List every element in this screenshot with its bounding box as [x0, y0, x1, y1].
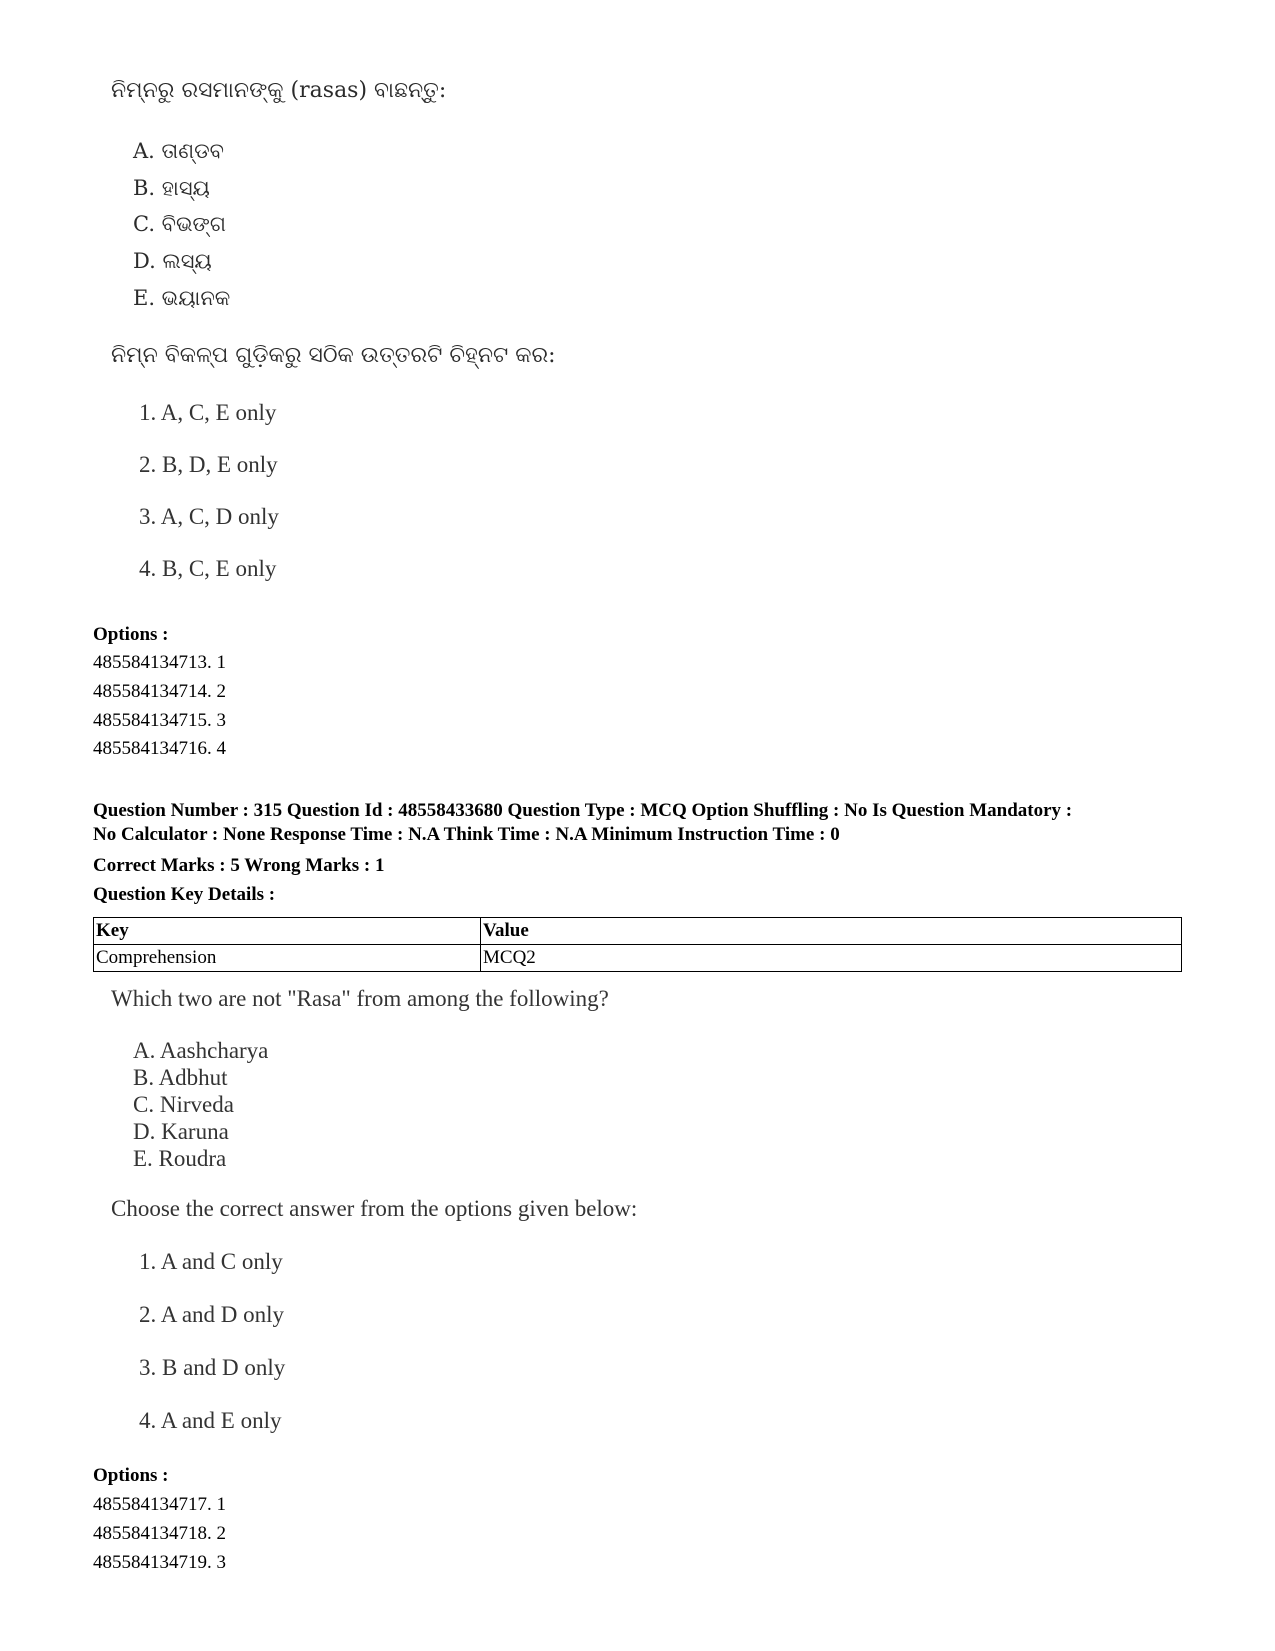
q2-meta-line2: No Calculator : None Response Time : N.A Think Time : N.A Minimum Instruction Time : 0: [93, 824, 840, 845]
q1-choice-3: 3. A, C, D only: [139, 504, 279, 529]
q2-instruction: Choose the correct answer from the options given below:: [111, 1196, 638, 1221]
q1-options-label: Options :: [93, 624, 169, 645]
q1-choice-4: 4. B, C, E only: [139, 556, 277, 581]
q1-choice-1: 1. A, C, E only: [139, 400, 277, 425]
q1-item-b: B. ହାସ୍ୟ: [133, 176, 210, 200]
q2-key-details-label: Question Key Details :: [93, 884, 276, 905]
q2-item-c: C. Nirveda: [133, 1092, 234, 1117]
q1-option-2: 485584134714. 2: [93, 681, 226, 702]
q1-instruction: ନିମ୍ନ ବିକଳ୍ପ ଗୁଡ଼ିକରୁ ସଠିକ ଉତ୍ତରଟି ଚିହ୍ନଟ କର:: [111, 343, 556, 368]
q2-option-2: 485584134718. 2: [93, 1523, 226, 1544]
q2-item-e: E. Roudra: [133, 1146, 227, 1171]
q1-option-1: 485584134713. 1: [93, 652, 226, 673]
q2-choice-4: 4. A and E only: [139, 1408, 282, 1433]
q2-heading: Which two are not "Rasa" from among the following?: [111, 986, 609, 1011]
q2-option-1: 485584134717. 1: [93, 1494, 226, 1515]
table-cell-key: Comprehension: [94, 945, 481, 972]
q1-heading: ନିମ୍ନରୁ ରସମାନଙ୍କୁ (rasas) ବାଛନ୍ତୁ:: [111, 78, 447, 103]
q2-meta: [93, 799, 1203, 847]
q2-item-a: A. Aashcharya: [133, 1038, 269, 1063]
table-row: [94, 945, 1182, 972]
q1-choice-2: 2. B, D, E only: [139, 452, 278, 477]
q1-option-4: 485584134716. 4: [93, 738, 226, 759]
table-header-row: [94, 918, 1182, 945]
table-header-key: Key: [94, 918, 481, 945]
q1-item-e: E. ଭୟାନକ: [133, 286, 231, 310]
q2-option-3: 485584134719. 3: [93, 1552, 226, 1573]
q1-item-d: D. ଲସ୍ୟ: [133, 249, 212, 273]
q2-choice-3: 3. B and D only: [139, 1355, 286, 1380]
q2-item-d: D. Karuna: [133, 1119, 229, 1144]
q2-item-b: B. Adbhut: [133, 1065, 228, 1090]
q1-option-3: 485584134715. 3: [93, 710, 226, 731]
q2-options-label: Options :: [93, 1465, 169, 1486]
question-key-table: [93, 917, 1182, 972]
q2-meta-line1: Question Number : 315 Question Id : 48558433680 Question Type : MCQ Option Shuffling : No Is Question Mandatory :: [93, 800, 1073, 821]
table-header-value: Value: [481, 918, 1182, 945]
table-cell-value: MCQ2: [481, 945, 1182, 972]
q1-item-c: C. ବିଭଙ୍ଗ: [133, 212, 227, 236]
q2-choice-2: 2. A and D only: [139, 1302, 285, 1327]
q1-item-a: A. ତାଣ୍ଡବ: [133, 139, 224, 163]
q2-marks: Correct Marks : 5 Wrong Marks : 1: [93, 855, 385, 876]
q2-choice-1: 1. A and C only: [139, 1249, 283, 1274]
